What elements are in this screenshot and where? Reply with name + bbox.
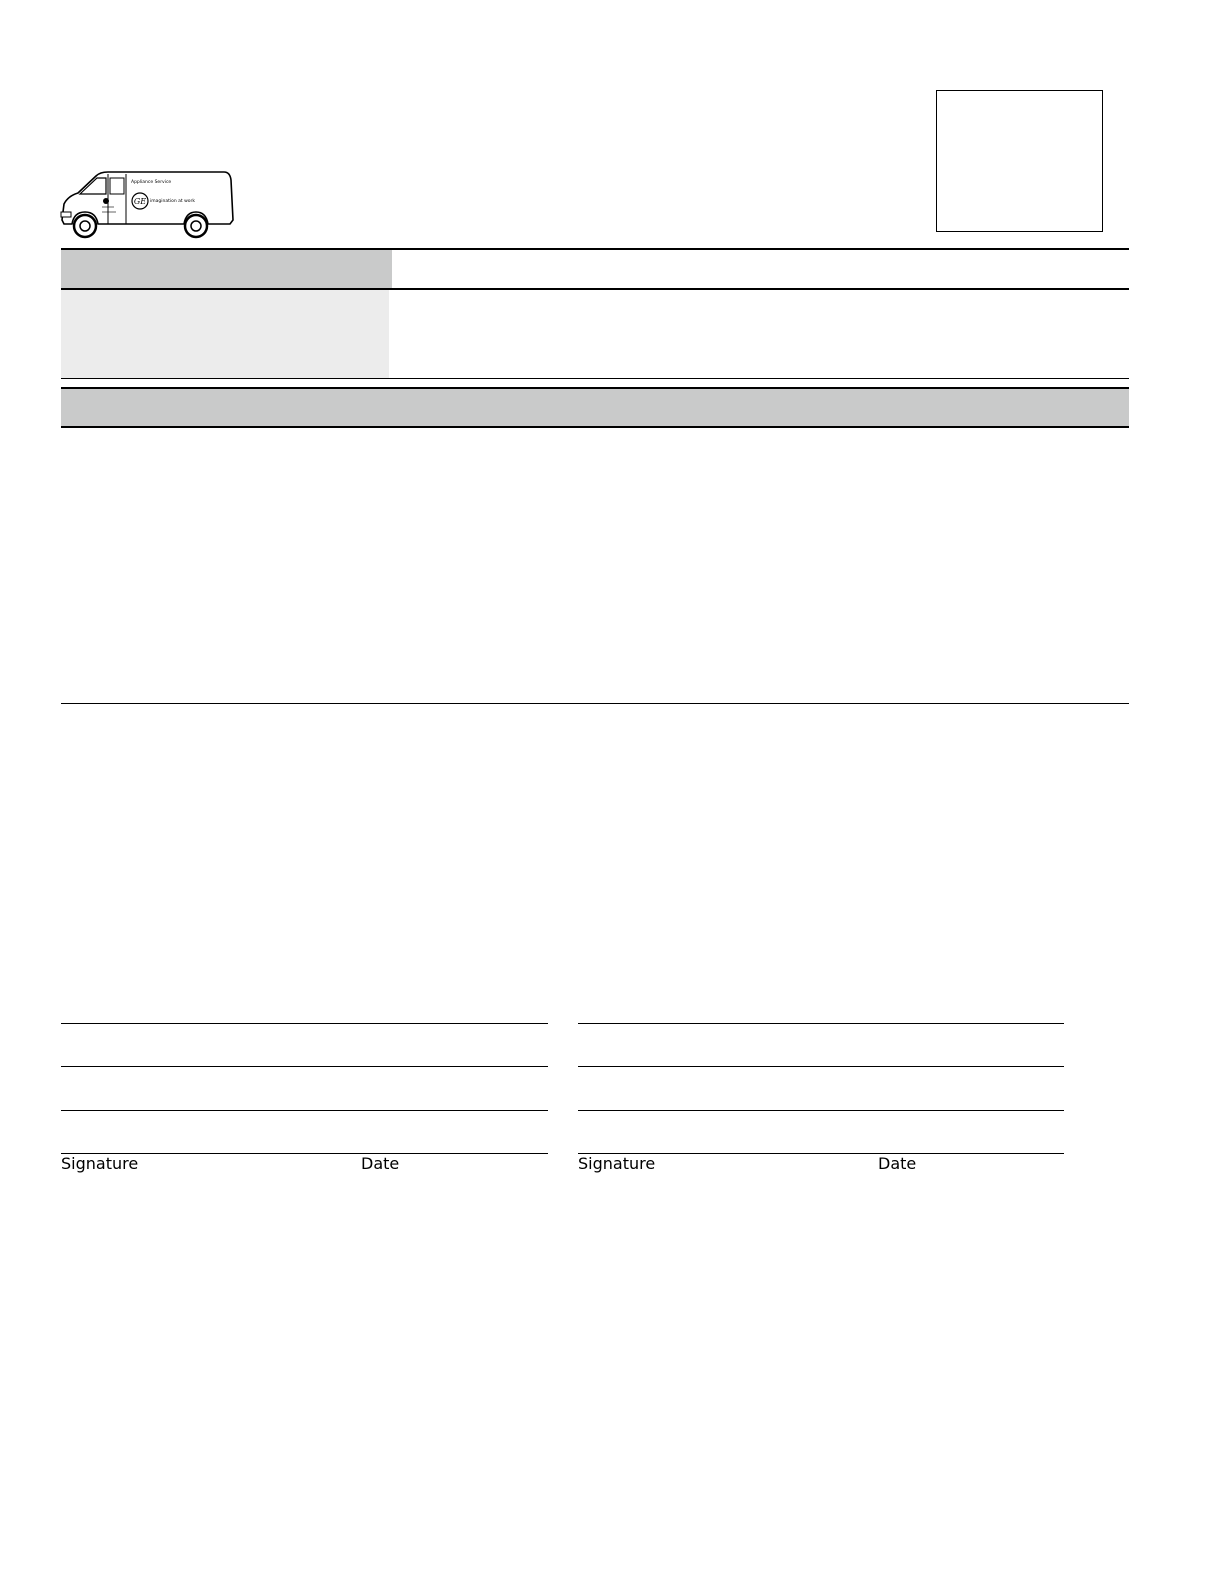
section-end-rule <box>61 703 1129 704</box>
service-van-icon <box>58 168 240 244</box>
left-line-3 <box>61 1110 548 1111</box>
info-label-cell <box>61 290 389 378</box>
section-bottom-rule <box>61 426 1129 428</box>
left-date-label: Date <box>361 1154 400 1173</box>
info-bottom-rule <box>61 378 1129 379</box>
left-line-2 <box>61 1066 548 1067</box>
right-line-2 <box>578 1066 1064 1067</box>
right-signature-label: Signature <box>578 1154 656 1173</box>
section-header-band <box>61 389 1129 426</box>
stamp-box <box>936 90 1103 232</box>
right-line-1 <box>578 1023 1064 1024</box>
header-label-cell <box>61 250 392 288</box>
svg-text:Appliance Service: Appliance Service <box>131 180 172 185</box>
service-van-logo <box>58 168 240 244</box>
svg-text:imagination at work: imagination at work <box>150 199 195 204</box>
right-date-label: Date <box>878 1154 917 1173</box>
svg-text:GE: GE <box>133 197 147 206</box>
left-signature-label: Signature <box>61 1154 139 1173</box>
left-line-1 <box>61 1023 548 1024</box>
right-line-3 <box>578 1110 1064 1111</box>
